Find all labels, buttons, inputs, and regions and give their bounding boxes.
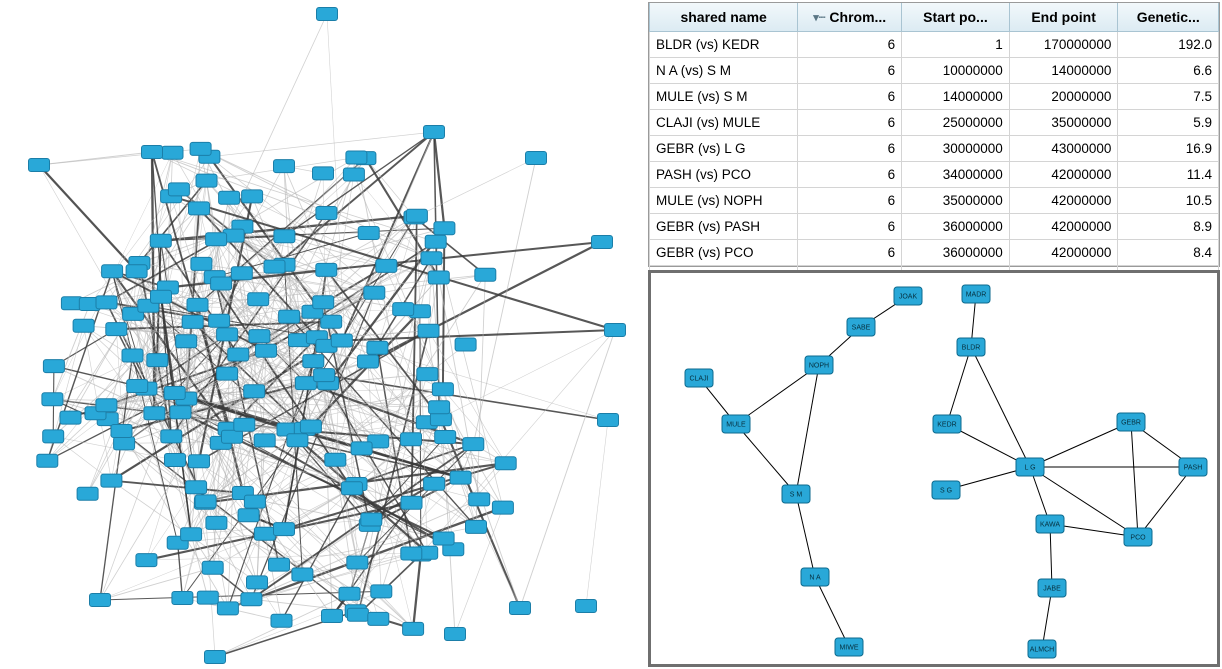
table-cell-shared-name[interactable]: GEBR (vs) PASH [650,214,798,240]
network-edge [39,165,137,271]
table-cell-chrom[interactable]: 6 [798,188,902,214]
network-node[interactable] [424,477,445,490]
table-row[interactable] [650,58,1219,84]
table-cell-chrom[interactable]: 6 [798,136,902,162]
network-node[interactable] [1036,515,1064,533]
network-node[interactable] [195,495,216,508]
network-node[interactable] [114,437,135,450]
network-node[interactable] [264,260,285,273]
network-node[interactable] [211,277,232,290]
network-edge [365,158,414,217]
edge-table[interactable] [649,3,1219,292]
network-node[interactable] [191,257,212,270]
network-node-label: JABE [1043,585,1061,593]
network-node[interactable] [492,501,513,514]
network-node[interactable] [347,556,368,569]
table-cell-genetic[interactable]: 10.5 [1118,188,1219,214]
network-node[interactable] [271,614,292,627]
network-node-label: PASH [1183,464,1203,472]
table-row[interactable] [650,110,1219,136]
network-node[interactable] [172,592,193,605]
network-node[interactable] [168,183,189,196]
network-node[interactable] [244,385,265,398]
network-node[interactable] [254,434,275,447]
network-node[interactable] [605,324,626,337]
filter-icon[interactable]: ▾┈ [813,12,826,24]
network-node[interactable] [316,263,337,276]
network-edge[interactable] [1030,422,1131,467]
network-node[interactable] [248,293,269,306]
network-node[interactable] [450,471,471,484]
network-node[interactable] [287,434,308,447]
network-node[interactable] [722,415,750,433]
network-node[interactable] [43,360,64,373]
network-node[interactable] [429,401,450,414]
network-node[interactable] [292,568,313,581]
network-node[interactable] [367,341,388,354]
network-node[interactable] [189,455,210,468]
network-node[interactable] [463,438,484,451]
network-edge [413,555,421,629]
table-cell-chrom[interactable]: 6 [798,110,902,136]
network-node[interactable] [29,159,50,172]
network-node[interactable] [393,303,414,316]
network-node[interactable] [894,287,922,305]
network-node[interactable] [37,454,58,467]
network-node[interactable] [206,516,227,529]
network-node[interactable] [343,168,364,181]
network-node[interactable] [228,348,249,361]
network-node[interactable] [73,319,94,332]
network-node-label: SABE [851,324,871,332]
table-cell-end[interactable]: 42000000 [1009,162,1118,188]
table-cell-end[interactable]: 43000000 [1009,136,1118,162]
network-node[interactable] [111,425,132,438]
column-header-start-point-label: Start po... [923,9,988,25]
network-node[interactable] [181,528,202,541]
table-cell-end[interactable]: 42000000 [1009,240,1118,266]
table-cell-start[interactable]: 1 [902,32,1010,58]
network-node-label: L G [1024,464,1036,472]
network-node[interactable] [274,230,295,243]
network-node-label: MULE [726,421,746,429]
network-node[interactable] [475,268,496,281]
network-node[interactable] [147,354,168,367]
network-edge [520,330,615,608]
network-node-label: PCO [1130,534,1146,542]
table-row[interactable] [650,136,1219,162]
network-node[interactable] [317,8,338,21]
network-edge[interactable] [947,347,971,424]
network-node[interactable] [182,315,203,328]
network-node[interactable] [170,406,191,419]
table-cell-chrom[interactable]: 6 [798,162,902,188]
network-edge [178,543,183,598]
network-node[interactable] [406,209,427,222]
network-node[interactable] [1038,579,1066,597]
table-header-row [650,3,1219,32]
network-node[interactable] [101,474,122,487]
network-node[interactable] [347,608,368,621]
network-node[interactable] [256,344,277,357]
table-cell-start[interactable]: 14000000 [902,84,1010,110]
network-node[interactable] [217,602,238,615]
network-edge [368,242,602,362]
table-cell-chrom[interactable]: 6 [798,214,902,240]
network-node[interactable] [368,612,389,625]
network-node[interactable] [209,314,230,327]
network-node[interactable] [274,523,295,536]
network-edge [473,158,536,444]
network-node[interactable] [238,509,259,522]
table-cell-start[interactable]: 36000000 [902,240,1010,266]
network-node-label: KAWA [1039,521,1061,529]
network-edge[interactable] [736,424,796,494]
network-node[interactable] [217,328,238,341]
edge-table-panel[interactable] [648,2,1220,267]
network-edge [415,158,537,217]
table-cell-end[interactable]: 20000000 [1009,84,1118,110]
network-node[interactable] [196,174,217,187]
network-node[interactable] [371,585,392,598]
network-edge [586,420,608,606]
network-node[interactable] [303,355,324,368]
network-node[interactable] [142,146,163,159]
network-node[interactable] [189,202,210,215]
network-node[interactable] [598,414,619,427]
network-node[interactable] [469,493,490,506]
network-node[interactable] [424,126,445,139]
network-edge[interactable] [971,347,1030,467]
network-nodes-small[interactable] [685,285,1207,658]
table-row[interactable] [650,240,1219,266]
network-node[interactable] [187,298,208,311]
network-node[interactable] [339,587,360,600]
network-node[interactable] [358,355,379,368]
network-node[interactable] [434,222,455,235]
table-cell-shared-name[interactable]: BLDR (vs) KEDR [650,32,798,58]
network-view-small[interactable] [648,270,1220,667]
network-node[interactable] [122,349,143,362]
network-node[interactable] [526,152,547,165]
table-cell-start[interactable]: 34000000 [902,162,1010,188]
table-cell-genetic[interactable]: 8.9 [1118,214,1219,240]
network-node[interactable] [42,393,63,406]
network-node[interactable] [150,234,171,247]
network-node[interactable] [244,495,265,508]
network-node[interactable] [1117,413,1145,431]
network-node[interactable] [144,407,165,420]
column-header-shared-name[interactable] [650,3,798,32]
table-row[interactable] [650,32,1219,58]
table-cell-shared-name[interactable]: MULE (vs) S M [650,84,798,110]
network-node[interactable] [455,338,476,351]
network-node[interactable] [325,453,346,466]
table-cell-shared-name[interactable]: GEBR (vs) PCO [650,240,798,266]
table-cell-chrom[interactable]: 6 [798,84,902,110]
table-cell-genetic[interactable]: 6.6 [1118,58,1219,84]
network-node[interactable] [43,430,64,443]
network-node[interactable] [274,160,295,173]
table-cell-shared-name[interactable]: GEBR (vs) L G [650,136,798,162]
network-edge[interactable] [815,577,849,647]
network-node[interactable] [254,527,275,540]
network-node[interactable] [421,252,442,265]
network-node[interactable] [247,576,268,589]
network-node[interactable] [403,622,424,635]
network-node[interactable] [269,558,290,571]
network-node[interactable] [495,457,516,470]
network-node[interactable] [351,442,372,455]
table-cell-start[interactable]: 35000000 [902,188,1010,214]
network-node[interactable] [102,265,123,278]
table-cell-start[interactable]: 25000000 [902,110,1010,136]
network-node[interactable] [77,487,98,500]
column-header-genetic[interactable] [1118,3,1219,32]
column-header-chromosome[interactable] [798,3,902,32]
network-node-label: S G [939,487,953,495]
table-body[interactable] [650,32,1219,292]
table-cell-start[interactable]: 10000000 [902,58,1010,84]
network-node[interactable] [231,267,252,280]
network-node[interactable] [176,335,197,348]
network-node[interactable] [202,561,223,574]
network-node[interactable] [425,235,446,248]
network-edge [335,460,357,563]
network-node[interactable] [197,591,218,604]
network-node[interactable] [127,380,148,393]
network-node[interactable] [161,430,182,443]
table-cell-genetic[interactable]: 7.5 [1118,84,1219,110]
network-node[interactable] [358,227,379,240]
network-edge[interactable] [1131,422,1138,537]
network-edge [209,132,434,157]
network-node[interactable] [401,496,422,509]
network-node[interactable] [933,415,961,433]
network-node[interactable] [430,413,451,426]
network-node[interactable] [219,191,240,204]
column-header-chromosome-label: Chrom... [829,9,887,25]
network-node[interactable] [957,338,985,356]
network-node[interactable] [316,207,337,220]
network-node[interactable] [685,369,713,387]
network-node[interactable] [428,271,449,284]
network-node[interactable] [592,236,613,249]
network-node[interactable] [190,142,211,155]
table-cell-chrom[interactable]: 6 [798,240,902,266]
network-node[interactable] [361,513,382,526]
network-node-label: GEBR [1121,419,1141,427]
network-node[interactable] [222,430,243,443]
network-node[interactable] [401,547,422,560]
table-cell-genetic[interactable]: 11.4 [1118,162,1219,188]
network-node[interactable] [346,151,367,164]
network-edge [324,375,608,420]
network-node[interactable] [805,356,833,374]
network-node[interactable] [1179,458,1207,476]
network-node[interactable] [162,146,183,159]
table-cell-end[interactable]: 35000000 [1009,110,1118,136]
network-node[interactable] [321,315,342,328]
column-header-start-point[interactable] [902,3,1010,32]
network-node[interactable] [96,399,117,412]
network-edge[interactable] [796,365,819,494]
network-node[interactable] [186,481,207,494]
network-node[interactable] [433,532,454,545]
table-cell-start[interactable]: 36000000 [902,214,1010,240]
network-node-label: JOAK [898,293,918,301]
network-node[interactable] [241,593,262,606]
table-row[interactable] [650,188,1219,214]
network-node-label: NOPH [808,362,830,370]
network-node-label: MIWE [839,644,859,652]
network-node[interactable] [847,318,875,336]
network-node[interactable] [165,454,186,467]
table-cell-end[interactable]: 14000000 [1009,58,1118,84]
network-edge[interactable] [796,494,815,577]
network-node[interactable] [322,610,343,623]
network-node[interactable] [331,334,352,347]
network-node[interactable] [376,259,397,272]
network-node[interactable] [401,433,422,446]
network-node-label: CLAJI [689,375,709,383]
network-node-label: MADR [965,291,987,299]
column-header-genetic-label: Genetic... [1136,9,1200,25]
network-node[interactable] [249,330,270,343]
table-cell-shared-name[interactable]: PASH (vs) PCO [650,162,798,188]
network-node[interactable] [300,420,321,433]
table-cell-genetic[interactable]: 192.0 [1118,32,1219,58]
network-node[interactable] [835,638,863,656]
column-header-end-point-label: End point [1031,9,1096,25]
table-cell-start[interactable]: 30000000 [902,136,1010,162]
network-node[interactable] [60,411,81,424]
table-cell-genetic[interactable]: 8.4 [1118,240,1219,266]
network-node[interactable] [801,568,829,586]
network-node[interactable] [90,594,111,607]
network-node[interactable] [418,324,439,337]
network-node[interactable] [205,651,226,664]
table-cell-chrom[interactable]: 6 [798,58,902,84]
network-node[interactable] [242,190,263,203]
network-node[interactable] [217,367,238,380]
network-node[interactable] [279,310,300,323]
network-node[interactable] [1016,458,1044,476]
table-cell-shared-name[interactable]: N A (vs) S M [650,58,798,84]
network-edge [54,366,137,386]
column-header-shared-name-label: shared name [680,9,767,25]
network-node-label: ALMCH [1029,646,1055,654]
network-node[interactable] [1124,528,1152,546]
table-cell-end[interactable]: 170000000 [1009,32,1118,58]
table-cell-end[interactable]: 42000000 [1009,214,1118,240]
network-node[interactable] [417,368,438,381]
network-node[interactable] [782,485,810,503]
network-node[interactable] [136,554,157,567]
network-node[interactable] [466,520,487,533]
network-node-label: N A [809,574,821,582]
network-node[interactable] [313,296,334,309]
table-cell-genetic[interactable]: 5.9 [1118,110,1219,136]
network-node[interactable] [932,481,960,499]
network-node[interactable] [364,286,385,299]
network-edge[interactable] [1050,524,1052,588]
table-cell-shared-name[interactable]: CLAJI (vs) MULE [650,110,798,136]
table-row[interactable] [650,84,1219,110]
table-cell-chrom[interactable]: 6 [798,32,902,58]
network-node[interactable] [313,167,334,180]
table-row[interactable] [650,214,1219,240]
table-cell-shared-name[interactable]: MULE (vs) NOPH [650,188,798,214]
table-cell-genetic[interactable]: 16.9 [1118,136,1219,162]
network-edge[interactable] [1138,467,1193,537]
network-node[interactable] [126,265,147,278]
network-node[interactable] [1028,640,1056,658]
network-node[interactable] [106,323,127,336]
network-node-label: BLDR [961,344,981,352]
network-node[interactable] [96,296,117,309]
network-node[interactable] [234,418,255,431]
network-node[interactable] [576,600,597,613]
network-node[interactable] [445,628,466,641]
network-node[interactable] [151,290,172,303]
network-node[interactable] [341,482,362,495]
network-canvas-small[interactable] [651,273,1217,664]
network-node[interactable] [432,383,453,396]
network-node[interactable] [164,387,185,400]
network-node[interactable] [206,233,227,246]
network-node-label: S M [789,491,803,499]
network-node[interactable] [314,369,335,382]
network-node[interactable] [962,285,990,303]
network-node[interactable] [435,431,456,444]
network-node-label: KEDR [937,421,957,429]
table-row[interactable] [650,162,1219,188]
column-header-end-point[interactable] [1009,3,1118,32]
network-node[interactable] [510,602,531,615]
table-cell-end[interactable]: 42000000 [1009,188,1118,214]
